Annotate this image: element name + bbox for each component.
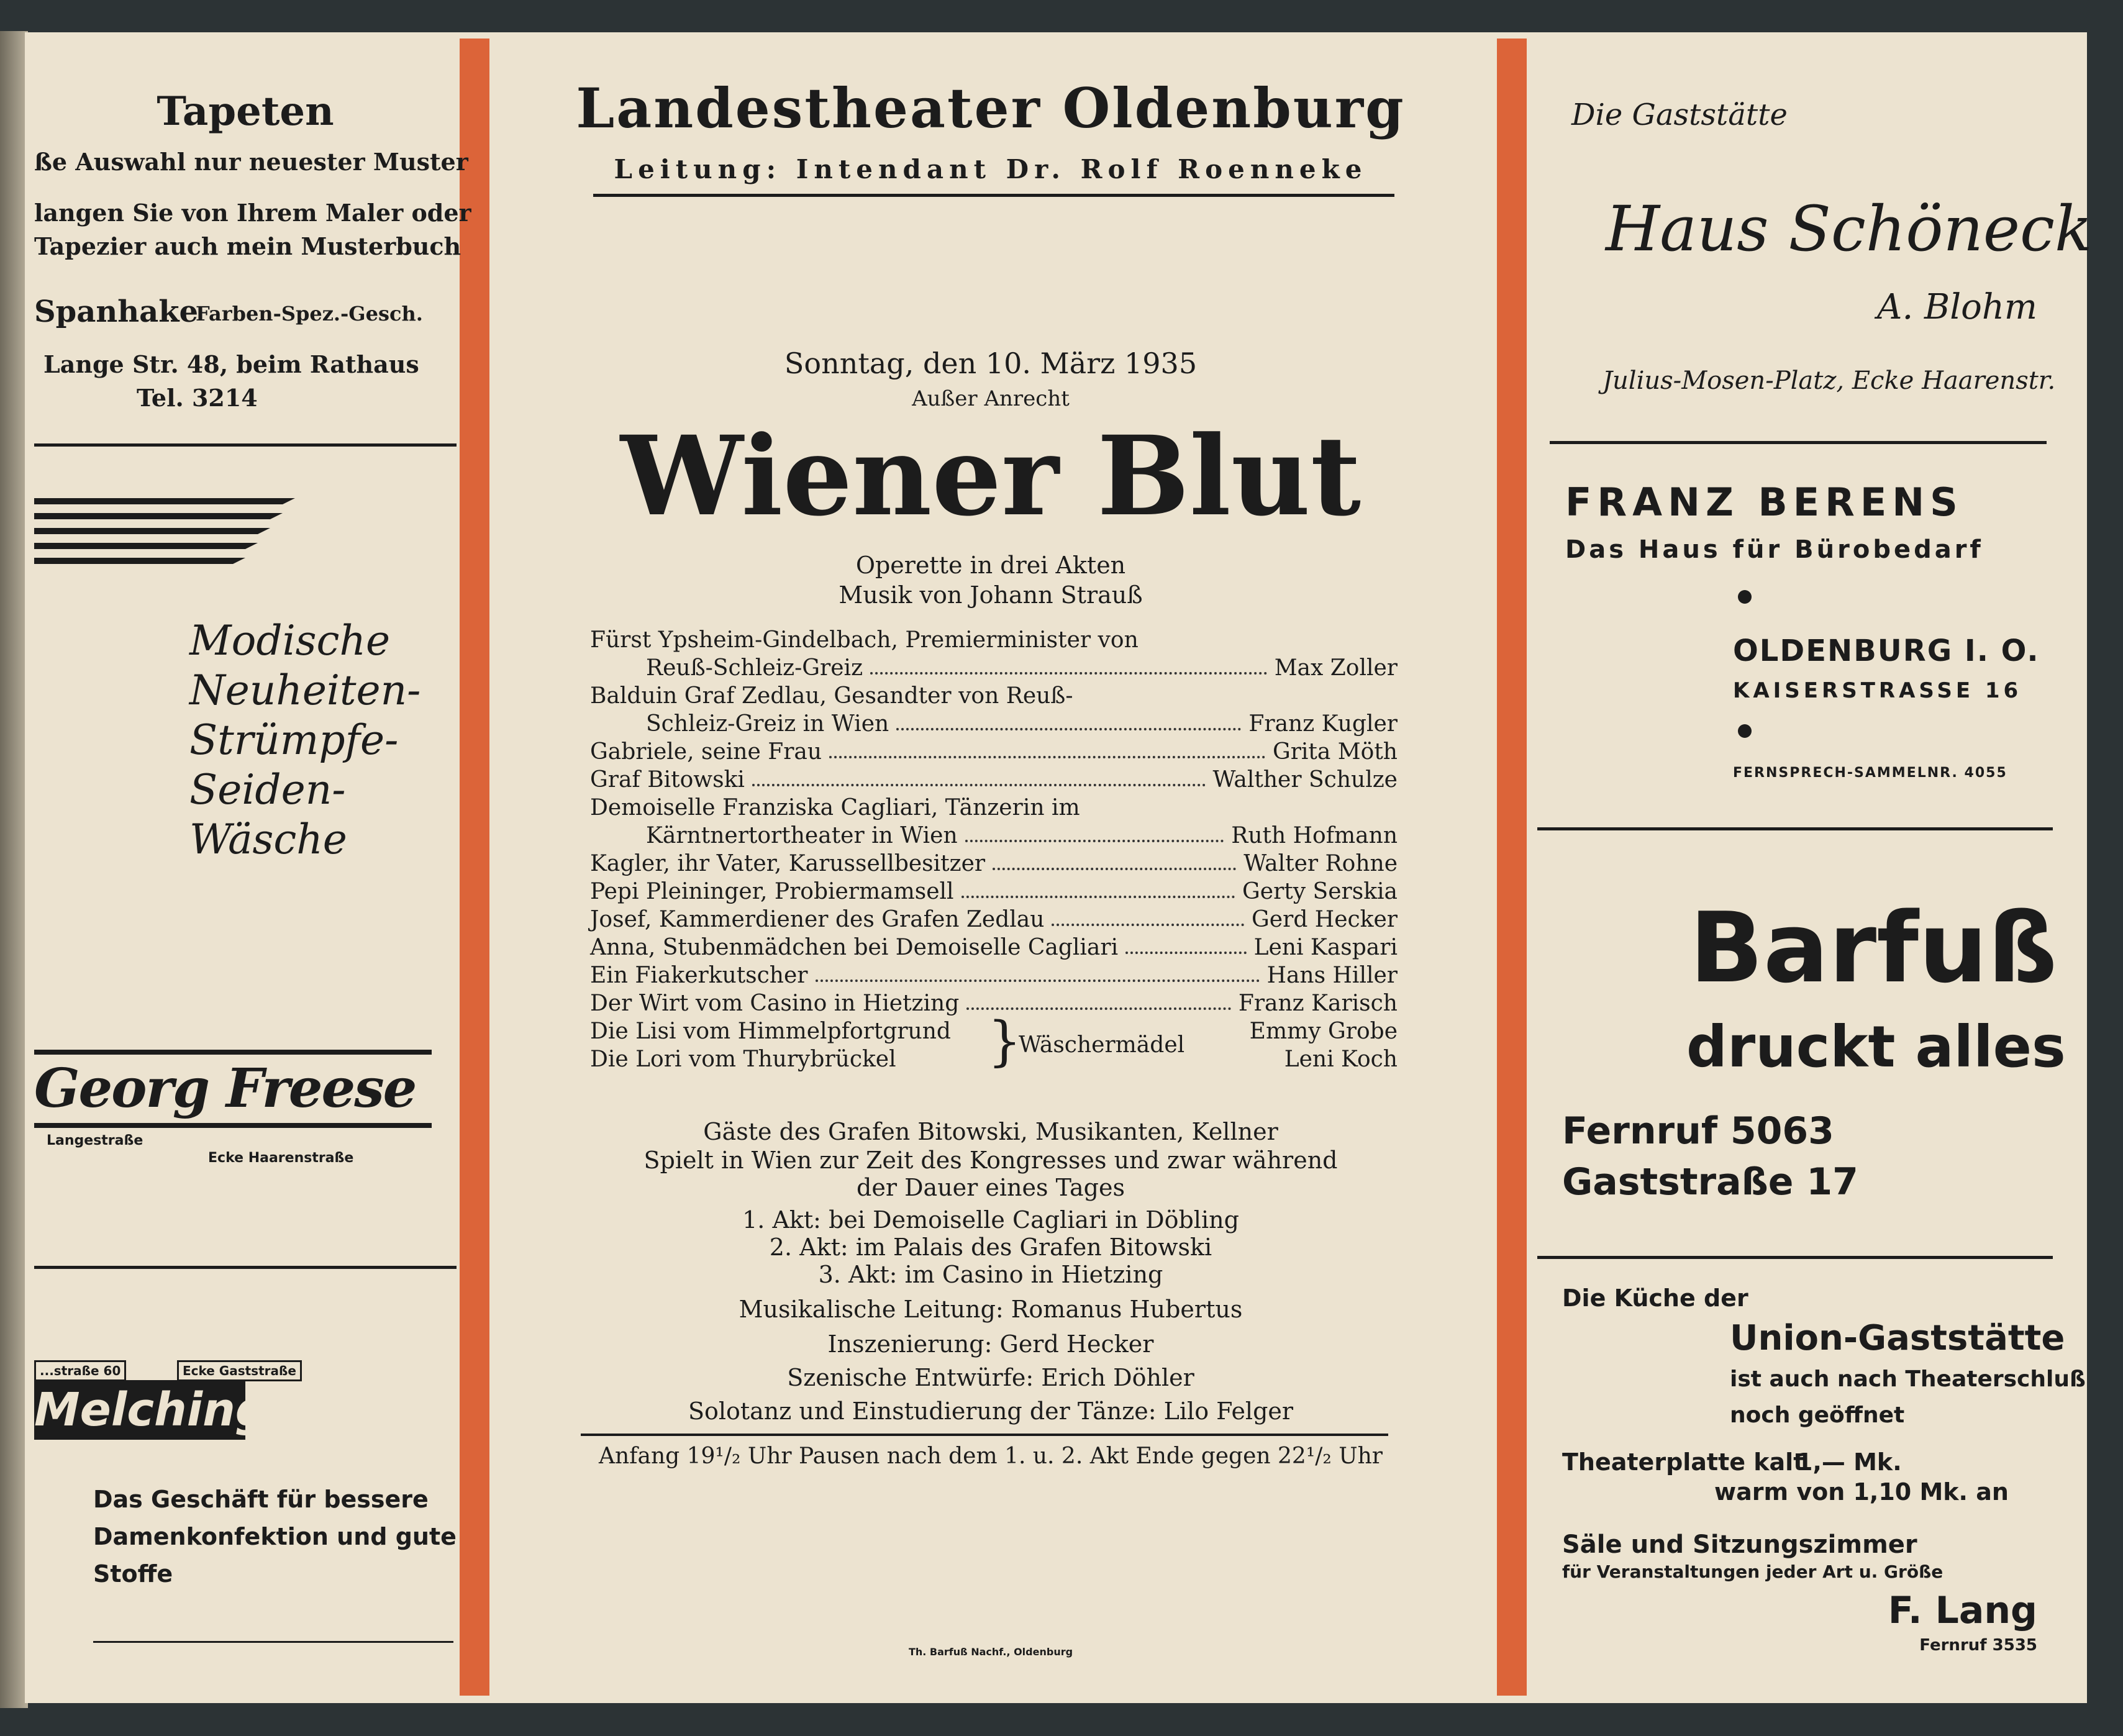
book-spine xyxy=(0,31,28,1708)
schoeneck-owner: A. Blohm xyxy=(1877,287,2037,327)
left-orange-stripe xyxy=(460,39,489,1696)
cast-actor: Max Zoller xyxy=(1274,655,1398,681)
bullet-icon xyxy=(1738,590,1752,604)
extras: Gäste des Grafen Bitowski, Musikanten, Kellner xyxy=(703,1118,1278,1145)
modische-line3: Strümpfe- xyxy=(189,716,399,764)
cast-row xyxy=(590,626,1398,654)
schoeneck-address: Julius-Mosen-Platz, Ecke Haarenstr. xyxy=(1602,366,2056,395)
melching-logo: Melching xyxy=(34,1380,245,1440)
playbill xyxy=(494,39,1488,1696)
cast-row xyxy=(590,794,1398,822)
act3: 3. Akt: im Casino in Hietzing xyxy=(818,1261,1163,1288)
modische-line4: Seiden- xyxy=(189,766,346,814)
barfuss-phone: Fernruf 5063 xyxy=(1562,1109,1834,1153)
union-rooms2: für Veranstaltungen jeder Art u. Größe xyxy=(1562,1561,1943,1582)
cast-row xyxy=(590,766,1398,794)
cast-row xyxy=(590,850,1398,878)
act1: 1. Akt: bei Demoiselle Cagliari in Döbling xyxy=(742,1206,1239,1234)
cast-actor: Hans Hiller xyxy=(1266,963,1398,988)
credit-staging: Inszenierung: Gerd Hecker xyxy=(827,1330,1154,1358)
divider xyxy=(1537,1256,2053,1259)
barfuss-slogan: druckt alles xyxy=(1686,1014,2066,1080)
credit-design: Szenische Entwürfe: Erich Döhler xyxy=(787,1364,1194,1391)
right-ads-column xyxy=(1528,39,2093,1696)
cast-role: Anna, Stubenmädchen bei Demoiselle Cagliari xyxy=(590,935,1119,960)
melching-line3: Stoffe xyxy=(93,1560,173,1588)
cast-role: Fürst Ypsheim-Gindelbach, Premierminister von xyxy=(590,627,1139,653)
union-price1: 1,— Mk. xyxy=(1796,1448,1902,1476)
cast-actor: Gerd Hecker xyxy=(1252,907,1398,932)
performance-date: Sonntag, den 10. März 1935 xyxy=(784,347,1198,380)
cast-actor: Walther Schulze xyxy=(1212,767,1398,793)
cast-role: Kagler, ihr Vater, Karussellbesitzer xyxy=(590,851,986,876)
cast-actor: Franz Kugler xyxy=(1248,711,1398,737)
union-intro: Die Küche der xyxy=(1562,1284,1748,1312)
cast-actor: Walter Rohne xyxy=(1243,851,1398,876)
washer-block xyxy=(590,1011,1398,1073)
berens-name: FRANZ BERENS xyxy=(1565,479,1963,525)
cast-role: Josef, Kammerdiener des Grafen Zedlau xyxy=(590,907,1045,932)
modische-line2: Neuheiten- xyxy=(189,666,421,714)
berens-city: OLDENBURG I. O. xyxy=(1733,634,2040,668)
cast-role: Schleiz-Greiz in Wien xyxy=(646,711,889,737)
tapeten-line2: langen Sie von Ihrem Maler oder xyxy=(34,199,471,227)
cast-row xyxy=(590,654,1398,682)
cast-row xyxy=(590,934,1398,961)
melching-tag1: ...straße 60 xyxy=(34,1360,126,1381)
cast-row xyxy=(590,710,1398,738)
setting-line1: Spielt in Wien zur Zeit des Kongresses und zwar während xyxy=(643,1147,1338,1174)
header-rule xyxy=(593,194,1394,197)
modische-line1: Modische xyxy=(189,617,391,665)
cast-actor: Grita Möth xyxy=(1272,739,1398,765)
union-name: Union-Gaststätte xyxy=(1730,1318,2065,1358)
printer-credit: Th. Barfuß Nachf., Oldenburg xyxy=(908,1646,1073,1658)
barfuss-name: Barfuß xyxy=(1689,891,2058,1004)
cast-role: Ein Fiakerkutscher xyxy=(590,963,808,988)
melching-tag2: Ecke Gaststraße xyxy=(177,1360,302,1381)
spanhake-phone: Tel. 3214 xyxy=(137,384,258,412)
union-phone: Fernruf 3535 xyxy=(1919,1636,2037,1655)
cast-actor: Gerty Serskia xyxy=(1242,879,1398,904)
melching-line1: Das Geschäft für bessere xyxy=(93,1486,429,1513)
spanhake-address: Lange Str. 48, beim Rathaus xyxy=(43,350,419,378)
divider xyxy=(1550,441,2047,444)
schoeneck-name: Haus Schöneck xyxy=(1606,193,2093,265)
setting-line2: der Dauer eines Tages xyxy=(857,1174,1125,1201)
times-rule xyxy=(581,1434,1388,1436)
cast-role: Reuß-Schleiz-Greiz xyxy=(646,655,863,681)
union-owner: F. Lang xyxy=(1888,1589,2037,1632)
cast-role: Kärntnertortheater in Wien xyxy=(646,823,958,848)
divider xyxy=(34,443,457,447)
freese-sub2: Ecke Haarenstraße xyxy=(208,1150,354,1166)
cast-row xyxy=(590,906,1398,934)
berens-street: KAISERSTRASSE 16 xyxy=(1733,678,2022,703)
spanhake-business: Farben-Spez.-Gesch. xyxy=(196,302,423,325)
cast-row xyxy=(590,682,1398,710)
washer-role1: Die Lisi vom Himmelpfortgrund xyxy=(590,1019,951,1044)
divider xyxy=(93,1641,453,1643)
freese-logo: Georg Freese xyxy=(34,1050,432,1128)
berens-slogan: Das Haus für Bürobedarf xyxy=(1565,535,1984,564)
cast-role: Pepi Pleininger, Probiermamsell xyxy=(590,879,954,904)
theater-title: Landestheater Oldenburg xyxy=(576,76,1406,140)
cast-row xyxy=(590,961,1398,989)
freese-sub1: Langestraße xyxy=(47,1133,143,1148)
bullet-icon xyxy=(1738,724,1752,738)
credit-music: Musikalische Leitung: Romanus Hubertus xyxy=(739,1296,1243,1323)
performance-times: Anfang 19¹/₂ Uhr Pausen nach dem 1. u. 2. Akt Ende gegen 22¹/₂ Uhr xyxy=(598,1443,1383,1469)
melching-line2: Damenkonfektion und gute xyxy=(93,1523,457,1550)
divider xyxy=(1537,827,2053,830)
tapeten-title: Tapeten xyxy=(157,88,334,135)
cast-row xyxy=(590,738,1398,766)
union-plate: Theaterplatte kalt xyxy=(1562,1448,1805,1476)
cast-role: Graf Bitowski xyxy=(590,767,745,793)
barfuss-address: Gaststraße 17 xyxy=(1562,1160,1858,1204)
theater-direction: Leitung: Intendant Dr. Rolf Roenneke xyxy=(614,154,1368,184)
washer-role2: Die Lori vom Thurybrückel xyxy=(590,1047,896,1072)
cast-row xyxy=(590,822,1398,850)
play-composer: Musik von Johann Strauß xyxy=(839,581,1143,609)
cast-role: Gabriele, seine Frau xyxy=(590,739,822,765)
cast-role: Der Wirt vom Casino in Hietzing xyxy=(590,991,960,1016)
washer-group: Wäschermädel xyxy=(1019,1032,1185,1058)
washer-actor1: Emmy Grobe xyxy=(1249,1019,1398,1044)
play-genre: Operette in drei Akten xyxy=(855,552,1126,579)
union-price2: warm von 1,10 Mk. an xyxy=(1714,1478,2009,1506)
subscription-note: Außer Anrecht xyxy=(912,386,1070,411)
right-orange-stripe xyxy=(1497,39,1527,1696)
cast-list xyxy=(590,626,1398,1073)
brace-icon: } xyxy=(988,1011,1022,1073)
cast-role: Demoiselle Franziska Cagliari, Tänzerin im xyxy=(590,795,1080,820)
union-line2: noch geöffnet xyxy=(1730,1402,1905,1428)
tapeten-line1: ße Auswahl nur neuester Muster xyxy=(34,148,468,176)
left-ads-column xyxy=(34,39,471,1696)
washer-actor2: Leni Koch xyxy=(1284,1047,1398,1072)
berens-phone: FERNSPRECH-SAMMELNR. 4055 xyxy=(1733,765,2007,781)
act2: 2. Akt: im Palais des Grafen Bitowski xyxy=(769,1234,1212,1261)
divider xyxy=(34,1266,457,1269)
cast-row xyxy=(590,878,1398,906)
spanhake-name: Spanhake xyxy=(34,294,199,329)
cast-actor: Ruth Hofmann xyxy=(1231,823,1398,848)
credit-dance: Solotanz und Einstudierung der Tänze: Lilo Felger xyxy=(688,1397,1294,1425)
schoeneck-intro: Die Gaststätte xyxy=(1571,98,1788,132)
cast-actor: Franz Karisch xyxy=(1238,991,1398,1016)
cast-role: Balduin Graf Zedlau, Gesandter von Reuß- xyxy=(590,683,1073,709)
union-rooms: Säle und Sitzungszimmer xyxy=(1562,1530,1917,1559)
union-line1: ist auch nach Theaterschluß xyxy=(1730,1366,2086,1392)
play-title: Wiener Blut xyxy=(620,412,1362,540)
speed-lines-icon xyxy=(34,492,295,566)
cast-actor: Leni Kaspari xyxy=(1253,935,1398,960)
tapeten-line3: Tapezier auch mein Musterbuch xyxy=(34,232,461,260)
modische-line5: Wäsche xyxy=(189,816,347,863)
